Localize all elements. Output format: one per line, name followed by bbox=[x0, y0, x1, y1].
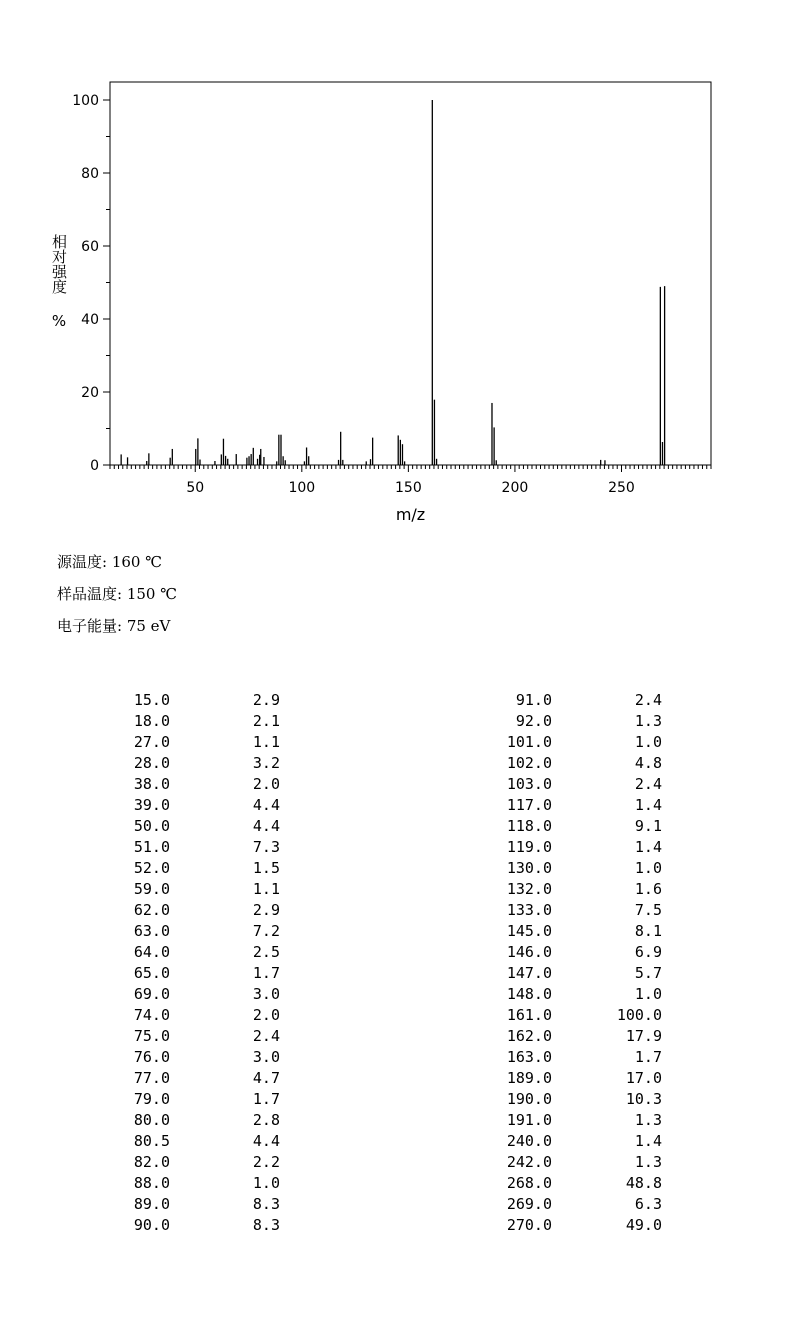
mz-value: 18.0 bbox=[133, 712, 170, 730]
table-row bbox=[0, 1005, 330, 1026]
electron-energy: 电子能量: 75 eV bbox=[57, 617, 171, 635]
table-row bbox=[0, 690, 330, 711]
table-row bbox=[0, 816, 330, 837]
mz-value: 162.0 bbox=[506, 1027, 552, 1045]
mz-value: 240.0 bbox=[506, 1132, 552, 1150]
table-row bbox=[440, 1110, 700, 1131]
mz-value: 103.0 bbox=[506, 775, 552, 793]
mz-value: 92.0 bbox=[515, 712, 552, 730]
mz-value: 90.0 bbox=[133, 1216, 170, 1234]
table-row bbox=[440, 1047, 700, 1068]
table-row bbox=[440, 690, 700, 711]
mz-value: 63.0 bbox=[133, 922, 170, 940]
intensity-value: 100.0 bbox=[616, 1006, 662, 1024]
mz-value: 119.0 bbox=[506, 838, 552, 856]
table-row bbox=[0, 963, 330, 984]
intensity-value: 1.6 bbox=[634, 880, 662, 898]
mz-value: 91.0 bbox=[515, 691, 552, 709]
mz-value: 147.0 bbox=[506, 964, 552, 982]
intensity-value: 4.7 bbox=[252, 1069, 280, 1087]
mz-value: 39.0 bbox=[133, 796, 170, 814]
intensity-value: 2.2 bbox=[252, 1153, 280, 1171]
mz-value: 76.0 bbox=[133, 1048, 170, 1066]
intensity-value: 1.1 bbox=[252, 733, 280, 751]
table-row bbox=[440, 774, 700, 795]
intensity-value: 2.9 bbox=[252, 901, 280, 919]
mz-value: 145.0 bbox=[506, 922, 552, 940]
table-row bbox=[0, 837, 330, 858]
intensity-value: 1.0 bbox=[252, 1174, 280, 1192]
mass-spectrum-chart bbox=[0, 0, 794, 540]
mz-value: 38.0 bbox=[133, 775, 170, 793]
intensity-value: 6.9 bbox=[634, 943, 662, 961]
table-row bbox=[0, 1173, 330, 1194]
table-row bbox=[0, 1215, 330, 1236]
mz-value: 51.0 bbox=[133, 838, 170, 856]
table-row bbox=[0, 1089, 330, 1110]
intensity-value: 4.4 bbox=[252, 817, 280, 835]
intensity-value: 1.3 bbox=[634, 1153, 662, 1171]
mz-value: 270.0 bbox=[506, 1216, 552, 1234]
mz-value: 130.0 bbox=[506, 859, 552, 877]
table-row bbox=[0, 711, 330, 732]
table-row bbox=[440, 1152, 700, 1173]
intensity-value: 4.8 bbox=[634, 754, 662, 772]
intensity-value: 1.7 bbox=[634, 1048, 662, 1066]
mz-value: 75.0 bbox=[133, 1027, 170, 1045]
y-tick-label: 0 bbox=[90, 458, 99, 474]
mz-value: 161.0 bbox=[506, 1006, 552, 1024]
table-row bbox=[440, 1194, 700, 1215]
table-row bbox=[440, 837, 700, 858]
table-row bbox=[440, 1026, 700, 1047]
intensity-value: 1.4 bbox=[634, 838, 662, 856]
intensity-value: 9.1 bbox=[634, 817, 662, 835]
table-row bbox=[440, 1215, 700, 1236]
table-row bbox=[0, 753, 330, 774]
mz-value: 133.0 bbox=[506, 901, 552, 919]
intensity-value: 1.7 bbox=[252, 964, 280, 982]
table-row bbox=[440, 795, 700, 816]
y-tick-label: 20 bbox=[81, 385, 99, 401]
table-row bbox=[0, 1110, 330, 1131]
table-row bbox=[440, 921, 700, 942]
x-tick-label: 200 bbox=[501, 480, 529, 496]
intensity-value: 7.5 bbox=[634, 901, 662, 919]
intensity-value: 8.3 bbox=[252, 1195, 280, 1213]
table-row bbox=[440, 942, 700, 963]
intensity-value: 6.3 bbox=[634, 1195, 662, 1213]
table-row bbox=[440, 984, 700, 1005]
mz-value: 65.0 bbox=[133, 964, 170, 982]
table-row bbox=[0, 900, 330, 921]
intensity-value: 4.4 bbox=[252, 1132, 280, 1150]
y-tick-label: 60 bbox=[81, 239, 99, 255]
table-row bbox=[0, 1194, 330, 1215]
table-row bbox=[0, 732, 330, 753]
intensity-value: 7.3 bbox=[252, 838, 280, 856]
intensity-value: 48.8 bbox=[625, 1174, 662, 1192]
table-row bbox=[0, 774, 330, 795]
table-row bbox=[440, 1173, 700, 1194]
intensity-value: 49.0 bbox=[625, 1216, 662, 1234]
intensity-value: 17.9 bbox=[625, 1027, 662, 1045]
mz-value: 268.0 bbox=[506, 1174, 552, 1192]
mz-value: 189.0 bbox=[506, 1069, 552, 1087]
x-tick-label: 250 bbox=[608, 480, 635, 496]
table-row bbox=[0, 1152, 330, 1173]
table-row bbox=[0, 921, 330, 942]
x-tick-label: 50 bbox=[186, 480, 205, 496]
mz-value: 77.0 bbox=[133, 1069, 170, 1087]
table-row bbox=[440, 1068, 700, 1089]
intensity-value: 7.2 bbox=[252, 922, 280, 940]
table-row bbox=[440, 1131, 700, 1152]
table-row bbox=[0, 942, 330, 963]
intensity-value: 1.0 bbox=[634, 859, 662, 877]
intensity-value: 1.7 bbox=[252, 1090, 280, 1108]
table-row bbox=[440, 732, 700, 753]
mz-value: 80.5 bbox=[133, 1132, 170, 1150]
table-row bbox=[0, 858, 330, 879]
mz-value: 52.0 bbox=[133, 859, 170, 877]
mz-value: 64.0 bbox=[133, 943, 170, 961]
intensity-value: 3.0 bbox=[252, 1048, 280, 1066]
intensity-value: 3.2 bbox=[252, 754, 280, 772]
sample-temperature: 样品温度: 150 ℃ bbox=[57, 585, 178, 603]
intensity-value: 8.3 bbox=[252, 1216, 280, 1234]
intensity-value: 1.3 bbox=[634, 712, 662, 730]
intensity-value: 8.1 bbox=[634, 922, 662, 940]
mz-value: 146.0 bbox=[506, 943, 552, 961]
intensity-value: 1.1 bbox=[252, 880, 280, 898]
x-tick-label: 150 bbox=[395, 480, 422, 496]
mz-value: 62.0 bbox=[133, 901, 170, 919]
intensity-value: 10.3 bbox=[625, 1090, 662, 1108]
intensity-value: 17.0 bbox=[625, 1069, 662, 1087]
mz-value: 101.0 bbox=[506, 733, 552, 751]
mz-value: 190.0 bbox=[506, 1090, 552, 1108]
table-row bbox=[440, 1089, 700, 1110]
mz-value: 191.0 bbox=[506, 1111, 552, 1129]
table-row bbox=[440, 753, 700, 774]
mz-value: 102.0 bbox=[506, 754, 552, 772]
intensity-value: 2.8 bbox=[252, 1111, 280, 1129]
table-row bbox=[0, 795, 330, 816]
mz-value: 242.0 bbox=[506, 1153, 552, 1171]
peak-table-right bbox=[440, 690, 700, 1236]
table-row bbox=[0, 1026, 330, 1047]
mz-value: 132.0 bbox=[506, 880, 552, 898]
source-temperature: 源温度: 160 ℃ bbox=[57, 553, 163, 571]
mz-value: 269.0 bbox=[506, 1195, 552, 1213]
intensity-value: 2.4 bbox=[634, 691, 662, 709]
mz-value: 148.0 bbox=[506, 985, 552, 1003]
table-row bbox=[0, 879, 330, 900]
x-axis-label: m/z bbox=[395, 505, 426, 524]
intensity-value: 2.0 bbox=[252, 775, 280, 793]
table-row bbox=[440, 858, 700, 879]
table-row bbox=[440, 711, 700, 732]
table-row bbox=[0, 984, 330, 1005]
mz-value: 88.0 bbox=[133, 1174, 170, 1192]
table-row bbox=[0, 1131, 330, 1152]
mz-value: 117.0 bbox=[506, 796, 552, 814]
mz-value: 69.0 bbox=[133, 985, 170, 1003]
plot-frame bbox=[110, 82, 711, 465]
mz-value: 89.0 bbox=[133, 1195, 170, 1213]
intensity-value: 1.4 bbox=[634, 1132, 662, 1150]
intensity-value: 1.5 bbox=[252, 859, 280, 877]
mz-value: 82.0 bbox=[133, 1153, 170, 1171]
table-row bbox=[0, 1068, 330, 1089]
mz-value: 163.0 bbox=[506, 1048, 552, 1066]
mz-value: 28.0 bbox=[133, 754, 170, 772]
mz-value: 79.0 bbox=[133, 1090, 170, 1108]
table-row bbox=[440, 816, 700, 837]
mz-value: 15.0 bbox=[133, 691, 170, 709]
chart-svg bbox=[0, 0, 794, 540]
intensity-value: 2.4 bbox=[252, 1027, 280, 1045]
mz-value: 59.0 bbox=[133, 880, 170, 898]
intensity-value: 1.3 bbox=[634, 1111, 662, 1129]
intensity-value: 3.0 bbox=[252, 985, 280, 1003]
intensity-value: 5.7 bbox=[634, 964, 662, 982]
intensity-value: 1.0 bbox=[634, 985, 662, 1003]
mz-value: 50.0 bbox=[133, 817, 170, 835]
table-row bbox=[440, 879, 700, 900]
y-tick-label: 100 bbox=[72, 93, 99, 109]
intensity-value: 4.4 bbox=[252, 796, 280, 814]
intensity-value: 2.0 bbox=[252, 1006, 280, 1024]
mz-value: 118.0 bbox=[506, 817, 552, 835]
mz-value: 74.0 bbox=[133, 1006, 170, 1024]
table-row bbox=[440, 1005, 700, 1026]
table-row bbox=[0, 1047, 330, 1068]
y-axis-label: 相对强度 % bbox=[50, 234, 68, 330]
intensity-value: 1.0 bbox=[634, 733, 662, 751]
table-row bbox=[440, 900, 700, 921]
y-tick-label: 40 bbox=[81, 312, 99, 328]
intensity-value: 2.1 bbox=[252, 712, 280, 730]
intensity-value: 2.5 bbox=[252, 943, 280, 961]
intensity-value: 2.4 bbox=[634, 775, 662, 793]
intensity-value: 1.4 bbox=[634, 796, 662, 814]
x-tick-label: 100 bbox=[288, 480, 316, 496]
intensity-value: 2.9 bbox=[252, 691, 280, 709]
mz-value: 27.0 bbox=[133, 733, 170, 751]
mz-value: 80.0 bbox=[133, 1111, 170, 1129]
table-row bbox=[440, 963, 700, 984]
y-tick-label: 80 bbox=[81, 166, 99, 182]
peak-table-left bbox=[0, 690, 330, 1236]
